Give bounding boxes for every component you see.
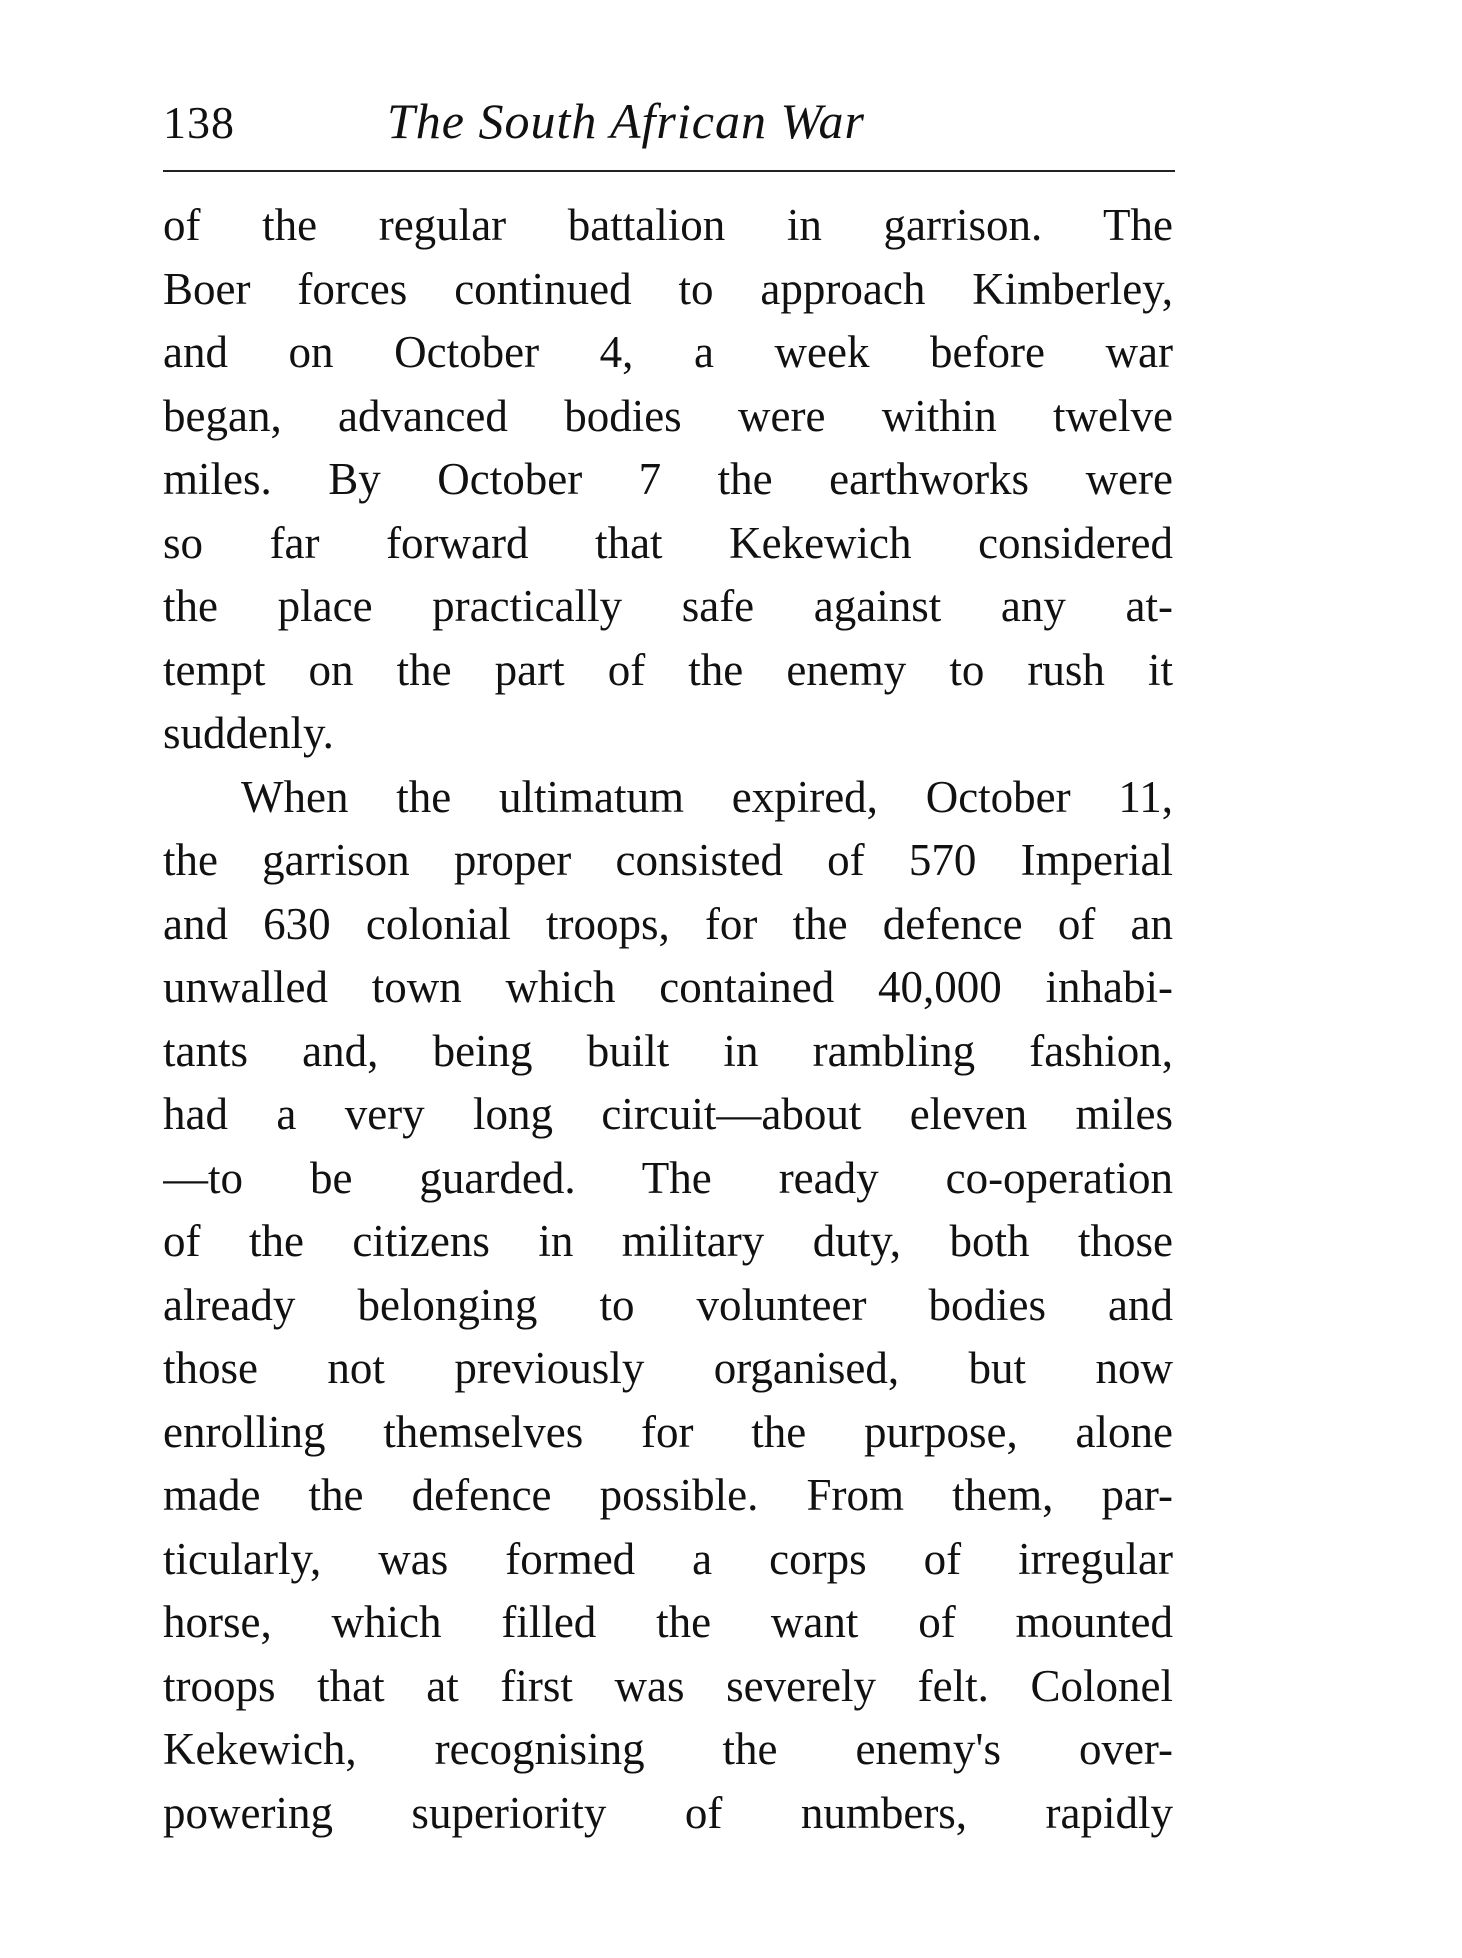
text-line: the garrison proper consisted of 570 Imperial [163, 835, 1173, 885]
text-line: horse, which filled the want of mounted [163, 1597, 1173, 1647]
text-line: and on October 4, a week before war [163, 327, 1173, 377]
text-line: unwalled town which contained 40,000 inhabi- [163, 962, 1173, 1012]
text-line: troops that at first was severely felt. Colonel [163, 1660, 1173, 1711]
text-line: tants and, being built in rambling fashion, [163, 1025, 1173, 1076]
paragraph-start-line: When the ultimatum expired, October 11, [241, 771, 1173, 822]
running-title: The South African War [387, 93, 865, 149]
header-rule [163, 170, 1175, 172]
text-line: of the citizens in military duty, both those [163, 1216, 1173, 1266]
text-line: already belonging to volunteer bodies and [163, 1279, 1173, 1330]
text-line: the place practically safe against any at- [163, 581, 1173, 631]
text-line: Boer forces continued to approach Kimberley, [163, 263, 1173, 314]
text-line: so far forward that Kekewich considered [163, 517, 1173, 568]
text-line: powering superiority of numbers, rapidly [163, 1787, 1173, 1838]
text-line: those not previously organised, but now [163, 1343, 1173, 1393]
text-line: tempt on the part of the enemy to rush it [163, 644, 1173, 695]
text-line: had a very long circuit—about eleven miles [163, 1089, 1173, 1139]
text-line: of the regular battalion in garrison. The [163, 200, 1173, 250]
running-head [163, 88, 1163, 158]
text-line: enrolling themselves for the purpose, alone [163, 1406, 1173, 1457]
page-number: 138 [163, 97, 235, 148]
text-line: Kekewich, recognising the enemy's over- [163, 1724, 1173, 1774]
text-line: began, advanced bodies were within twelve [163, 390, 1173, 441]
text-line: —to be guarded. The ready co-operation [163, 1152, 1173, 1203]
text-line: ticularly, was formed a corps of irregular [163, 1533, 1173, 1584]
text-line: made the defence possible. From them, par- [163, 1470, 1173, 1520]
paragraph-end-line: suddenly. [163, 708, 334, 758]
text-line: and 630 colonial troops, for the defence of an [163, 898, 1173, 949]
text-line: miles. By October 7 the earthworks were [163, 454, 1173, 504]
body-text [163, 194, 1173, 1845]
